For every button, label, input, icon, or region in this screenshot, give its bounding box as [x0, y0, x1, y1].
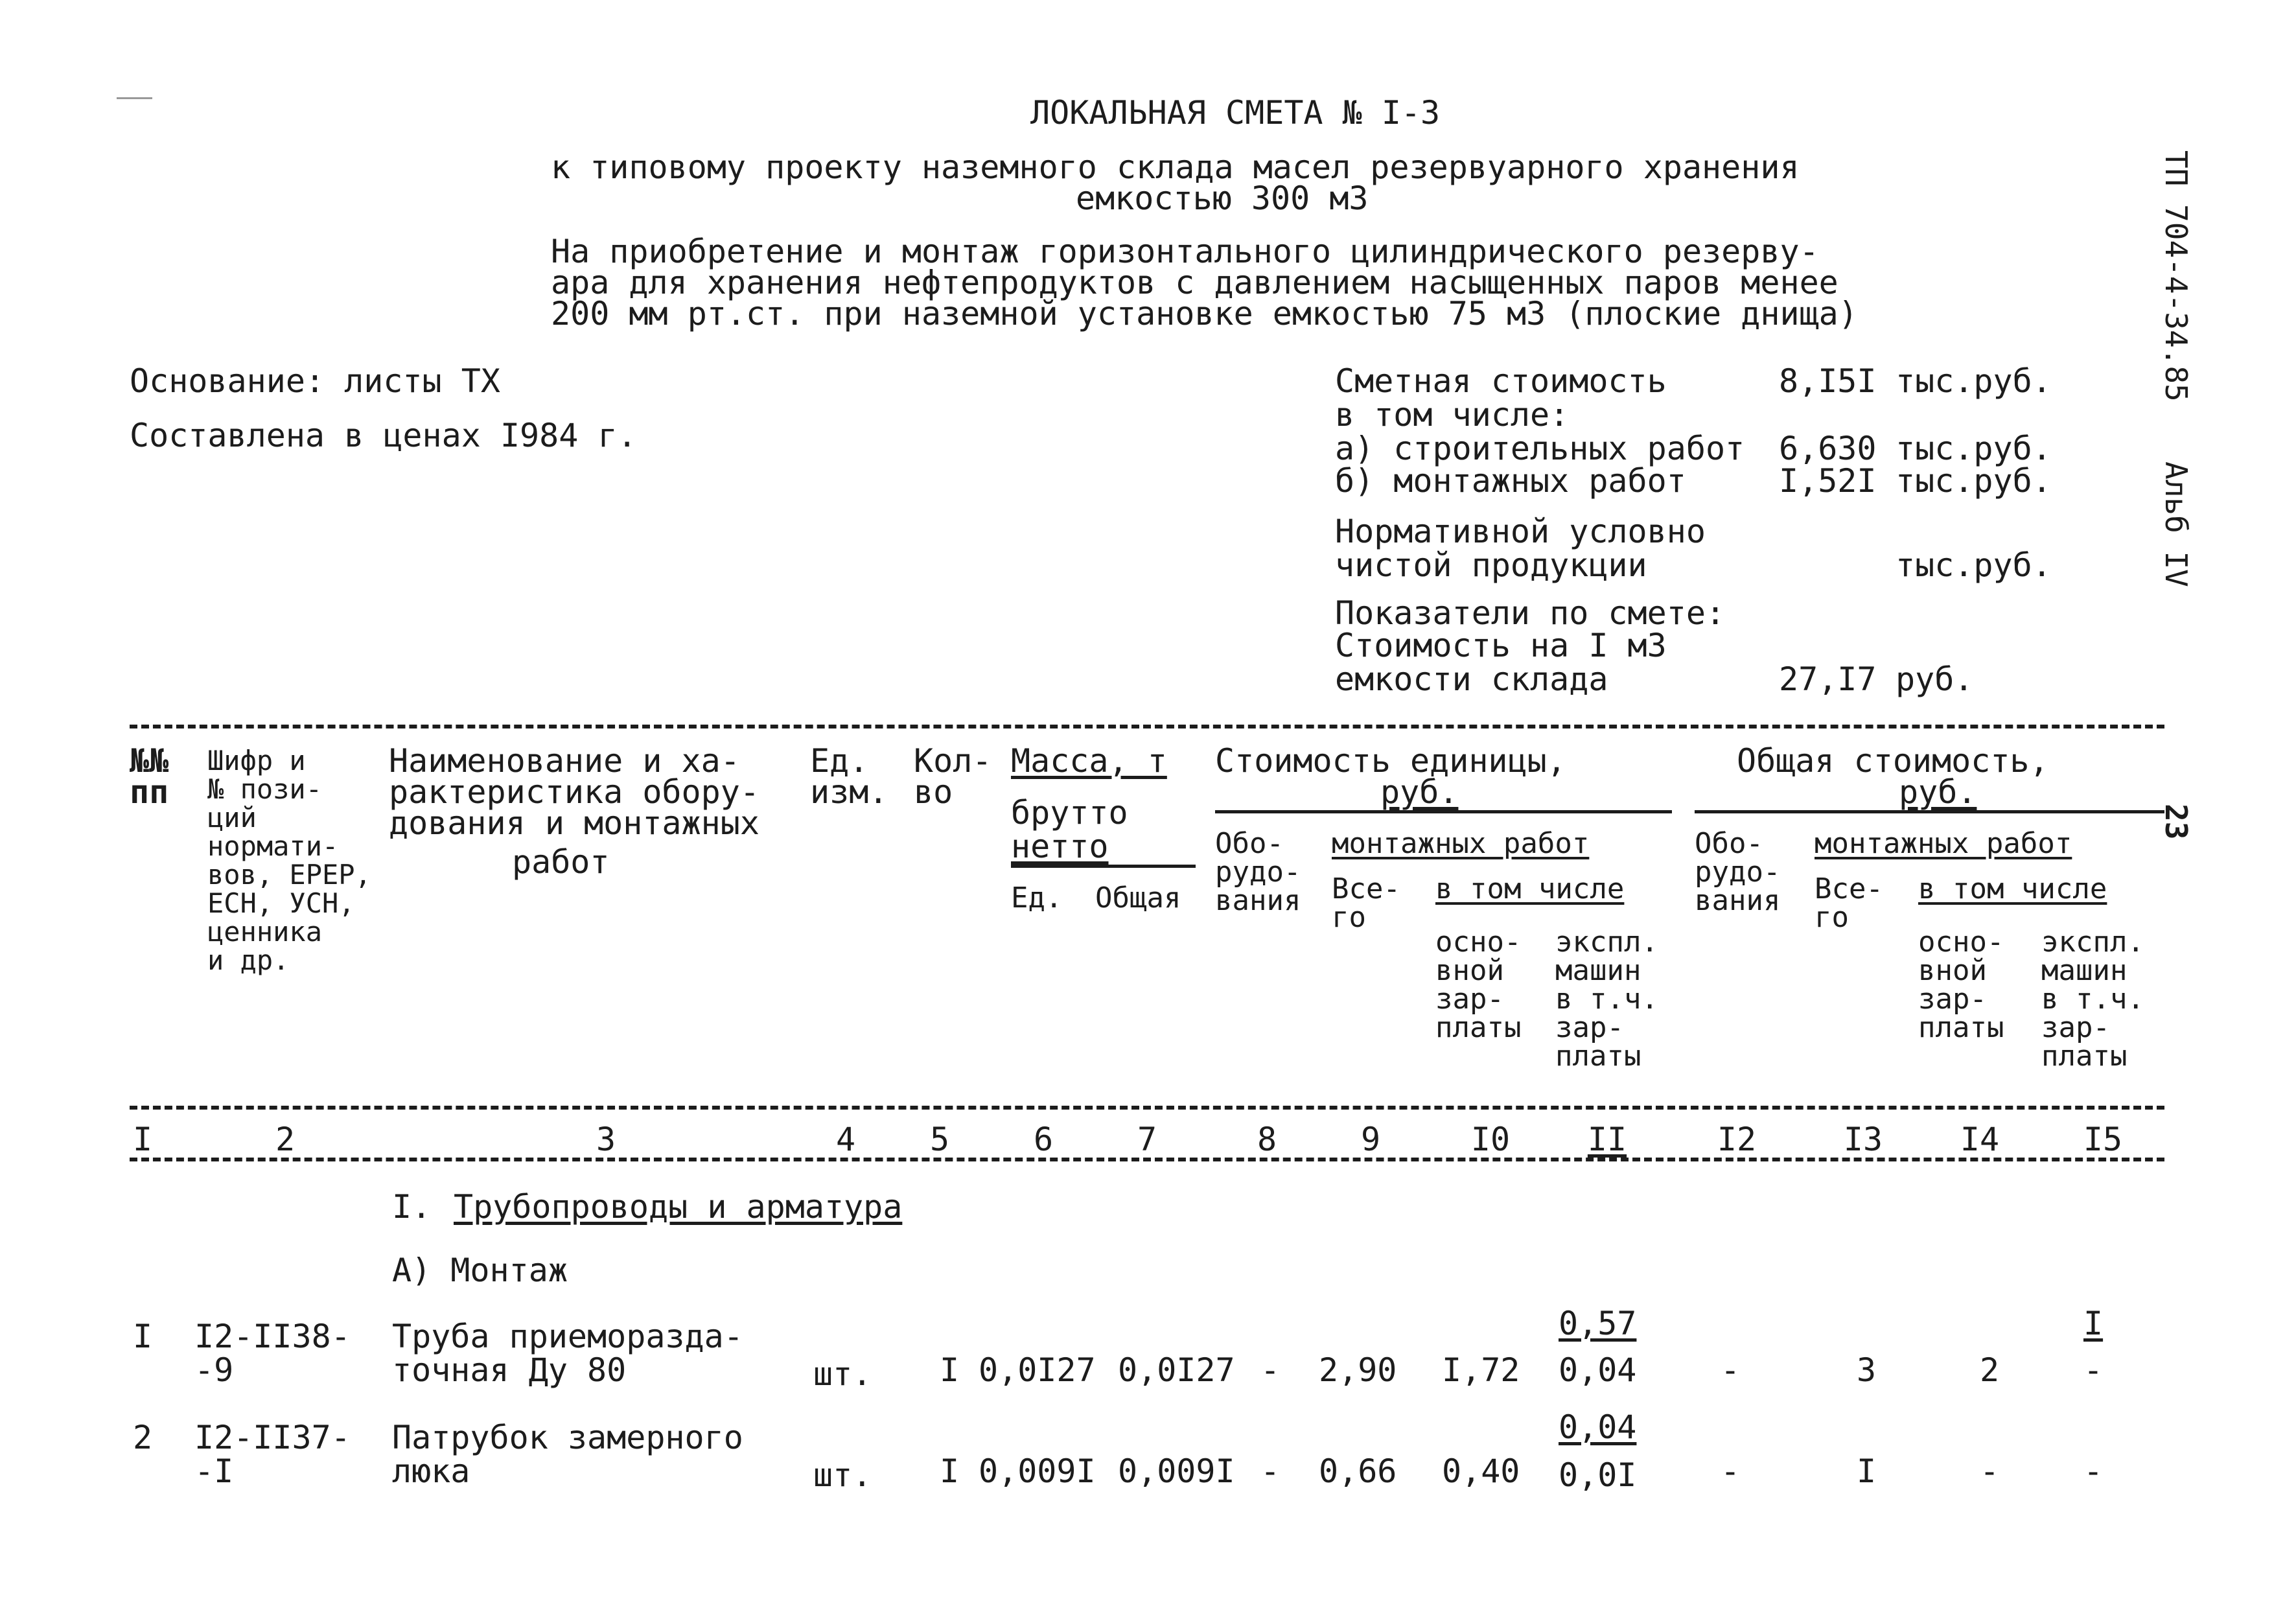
- row-machine-unit-top: 0,57: [1559, 1305, 1637, 1342]
- header-col5-line1: Кол-: [914, 742, 992, 780]
- col-number: 6: [1033, 1121, 1054, 1158]
- row-code-line1: I2-II38-: [194, 1318, 351, 1355]
- row-mass-unit: 0,0I27: [979, 1351, 1096, 1389]
- col-number: I4: [1960, 1121, 2000, 1158]
- header-machine-3: в т.ч.: [1555, 983, 1658, 1016]
- header-col5-line2: во: [914, 773, 953, 811]
- header-machine-1: экспл.: [1555, 926, 1658, 959]
- row-num: 2: [133, 1419, 153, 1456]
- table-header-rule: [130, 1106, 2164, 1110]
- header-col2-line5: вов, ЕРЕР,: [207, 859, 371, 891]
- row-equip-total: -: [1721, 1351, 1741, 1389]
- indicators-label: Показатели по смете:: [1335, 594, 1726, 632]
- header-total-machine-5: платы: [2041, 1040, 2128, 1073]
- col-number: 5: [929, 1121, 950, 1158]
- row-base-wage-unit: I,72: [1442, 1351, 1520, 1389]
- header-total-machine-4: зар-: [2041, 1011, 2110, 1044]
- header-total-cost-rule: [1695, 810, 2164, 813]
- header-total-total-word-1: Все-: [1815, 872, 1883, 905]
- header-total-inst-works: монтажных работ: [1815, 827, 2072, 860]
- row-equip-total: -: [1721, 1452, 1741, 1490]
- header-total-base-wage-2: вной: [1918, 954, 1987, 987]
- header-inst-works: монтажных работ: [1332, 827, 1590, 860]
- row-code-line1: I2-II37-: [194, 1419, 351, 1456]
- header-mass-brutto: брутто: [1011, 794, 1128, 832]
- row-inst-total: I: [1857, 1452, 1877, 1490]
- row-mass-unit: 0,009I: [979, 1452, 1096, 1490]
- row-equip-unit: -: [1260, 1351, 1281, 1389]
- header-unit-cost-rule: [1215, 810, 1672, 813]
- col-number: I: [132, 1121, 153, 1158]
- row-qty: I: [940, 1452, 960, 1490]
- header-total-word-1: Все-: [1332, 872, 1400, 905]
- header-base-wage-4: платы: [1435, 1011, 1522, 1044]
- description-line-3: 200 мм рт.ст. при наземной установке емкостью 75 м3 (плоские днища): [551, 295, 1858, 332]
- header-machine-5: платы: [1555, 1040, 1641, 1073]
- table-top-rule: [130, 725, 2164, 728]
- header-total-base-wage-3: зар-: [1918, 983, 1987, 1016]
- col-number: 4: [835, 1121, 856, 1158]
- row-machine-total-bottom: -: [2083, 1351, 2104, 1389]
- header-col3-line4: работ: [512, 843, 610, 881]
- header-total-incl: в том числе: [1918, 872, 2107, 905]
- header-col2-line7: ценника: [207, 916, 323, 948]
- header-total-base-wage-4: платы: [1918, 1011, 2004, 1044]
- row-machine-unit-top: 0,04: [1559, 1408, 1637, 1446]
- row-mass-total: 0,009I: [1118, 1452, 1235, 1490]
- col-number: 9: [1360, 1121, 1381, 1158]
- header-mass-unit: Ед.: [1011, 881, 1063, 915]
- col-number: 7: [1137, 1121, 1157, 1158]
- header-col2-line3: ций: [207, 802, 257, 833]
- side-project-code: ТП 704-4-34.85: [2159, 150, 2194, 402]
- header-mass-netto: нетто: [1011, 828, 1109, 865]
- row-base-wage-unit: 0,40: [1442, 1452, 1520, 1490]
- header-total-machine-1: экспл.: [2041, 926, 2144, 959]
- cost-per-label-1: Стоимость на I м3: [1335, 627, 1667, 664]
- header-col2-line6: ЕСН, УСН,: [207, 887, 355, 919]
- normative-line-1: Нормативной условно: [1335, 513, 1706, 550]
- header-total-machine-2: машин: [2041, 954, 2128, 987]
- prices-line: Составлена в ценах I984 г.: [130, 417, 637, 454]
- cost-per-unit: руб.: [1896, 660, 1974, 698]
- row-inst-total-unit: 0,66: [1319, 1452, 1397, 1490]
- subsection-title: А) Монтаж: [392, 1252, 568, 1289]
- col-number: I5: [2083, 1121, 2123, 1158]
- col-number: I2: [1717, 1121, 1757, 1158]
- header-equip-line3: вания: [1215, 884, 1301, 917]
- row-machine-total-top: I: [2083, 1305, 2104, 1342]
- document-title: ЛОКАЛЬНАЯ СМЕТА № I-3: [1030, 94, 1441, 132]
- description-line-2: ара для хранения нефтепродуктов с давлением насыщенных паров менее: [551, 264, 1838, 301]
- installation-value: I,52I: [1779, 462, 1877, 500]
- page-number: 23: [2159, 804, 2194, 840]
- header-base-wage-2: вной: [1435, 954, 1504, 987]
- subtitle-line-2: емкостью 300 м3: [1076, 180, 1369, 217]
- normative-line-2: чистой продукции: [1335, 546, 1647, 584]
- row-qty: I: [940, 1351, 960, 1389]
- header-total-word-2: го: [1332, 901, 1366, 934]
- header-col3-line1: Наименование и ха-: [389, 742, 740, 780]
- header-equip-line1: Обо-: [1215, 827, 1284, 860]
- header-machine-4: зар-: [1555, 1011, 1624, 1044]
- header-col1-line1: №№: [130, 742, 169, 780]
- col-number: 8: [1257, 1121, 1277, 1158]
- header-machine-2: машин: [1555, 954, 1641, 987]
- header-col3-line2: рактеристика обору-: [389, 773, 760, 811]
- header-total-machine-3: в т.ч.: [2041, 983, 2144, 1016]
- col-number: 3: [596, 1121, 616, 1158]
- row-unit: шт.: [813, 1355, 872, 1393]
- section-number: I.: [392, 1188, 432, 1226]
- construction-unit: тыс.руб.: [1896, 430, 2052, 467]
- header-total-base-wage-1: осно-: [1918, 926, 2004, 959]
- header-col2-line8: и др.: [207, 944, 290, 976]
- row-base-wage-total: -: [1980, 1452, 2000, 1490]
- construction-label: а) строительных работ: [1335, 430, 1745, 467]
- including-label: в том числе:: [1335, 396, 1570, 434]
- header-total-equip-2: рудо-: [1695, 856, 1781, 889]
- header-mass-rule: [1011, 865, 1196, 868]
- header-unit-cost-title: Стоимость единицы,: [1215, 742, 1566, 780]
- basis-line: Основание: листы ТХ: [130, 362, 500, 400]
- side-album-mark: Альб IV: [2159, 461, 2194, 587]
- installation-unit: тыс.руб.: [1896, 462, 2052, 500]
- row-name-line2: точная Ду 80: [392, 1351, 627, 1389]
- header-col4-line1: Ед.: [810, 742, 869, 780]
- header-total-equip-1: Обо-: [1695, 827, 1763, 860]
- col-number: II: [1587, 1121, 1627, 1158]
- estimate-cost-label: Сметная стоимость: [1335, 362, 1667, 400]
- row-name-line1: Труба приеморазда-: [392, 1318, 743, 1355]
- row-base-wage-total: 2: [1980, 1351, 2000, 1389]
- col-number: I0: [1470, 1121, 1511, 1158]
- header-col2-line4: нормати-: [207, 830, 339, 862]
- row-mass-total: 0,0I27: [1118, 1351, 1235, 1389]
- row-name-line2: люка: [392, 1452, 470, 1490]
- row-name-line1: Патрубок замерного: [392, 1419, 743, 1456]
- header-total-cost-title: Общая стоимость,: [1737, 742, 2049, 780]
- header-unit-cost-sub: руб.: [1380, 773, 1459, 811]
- header-total-equip-3: вания: [1695, 884, 1781, 917]
- estimate-cost-value: 8,I5I: [1779, 362, 1877, 400]
- header-total-cost-sub: руб.: [1899, 773, 1977, 811]
- row-inst-total-unit: 2,90: [1319, 1351, 1397, 1389]
- col-number: 2: [275, 1121, 296, 1158]
- cost-per-value: 27,I7: [1779, 660, 1877, 698]
- header-col3-line3: дования и монтажных: [389, 804, 760, 842]
- header-base-wage-3: зар-: [1435, 983, 1504, 1016]
- row-unit: шт.: [813, 1456, 872, 1494]
- section-title: Трубопроводы и арматура: [454, 1188, 903, 1226]
- header-incl: в том числе: [1435, 872, 1625, 905]
- header-col4-line2: изм.: [810, 773, 888, 811]
- header-mass-total: Общая: [1095, 881, 1181, 915]
- row-machine-unit-bottom: 0,0I: [1559, 1456, 1637, 1494]
- header-mass-title: Масса, т: [1011, 742, 1167, 780]
- header-base-wage-1: осно-: [1435, 926, 1522, 959]
- row-inst-total: 3: [1857, 1351, 1877, 1389]
- header-col1-line2: пп: [130, 773, 169, 811]
- description-line-1: На приобретение и монтаж горизонтального цилиндрического резерву-: [551, 233, 1819, 270]
- col-number: I3: [1843, 1121, 1883, 1158]
- col-numbers-rule: [130, 1158, 2164, 1161]
- header-equip-line2: рудо-: [1215, 856, 1301, 889]
- row-machine-total-bottom: -: [2083, 1452, 2104, 1490]
- normative-unit: тыс.руб.: [1896, 546, 2052, 584]
- installation-label: б) монтажных работ: [1335, 462, 1686, 500]
- construction-value: 6,630: [1779, 430, 1877, 467]
- row-equip-unit: -: [1260, 1452, 1281, 1490]
- row-machine-unit-bottom: 0,04: [1559, 1351, 1637, 1389]
- header-col2-line1: Шифр и: [207, 745, 306, 776]
- estimate-cost-unit: тыс.руб.: [1896, 362, 2052, 400]
- header-col2-line2: № пози-: [207, 773, 323, 805]
- row-code-line2: -I: [194, 1452, 234, 1490]
- corner-mark: [117, 97, 152, 99]
- row-code-line2: -9: [194, 1351, 234, 1389]
- subtitle-line-1: к типовому проекту наземного склада масел резервуарного хранения: [551, 148, 1800, 186]
- cost-per-label-2: емкости склада: [1335, 660, 1608, 698]
- row-num: I: [133, 1318, 153, 1355]
- header-total-total-word-2: го: [1815, 901, 1849, 934]
